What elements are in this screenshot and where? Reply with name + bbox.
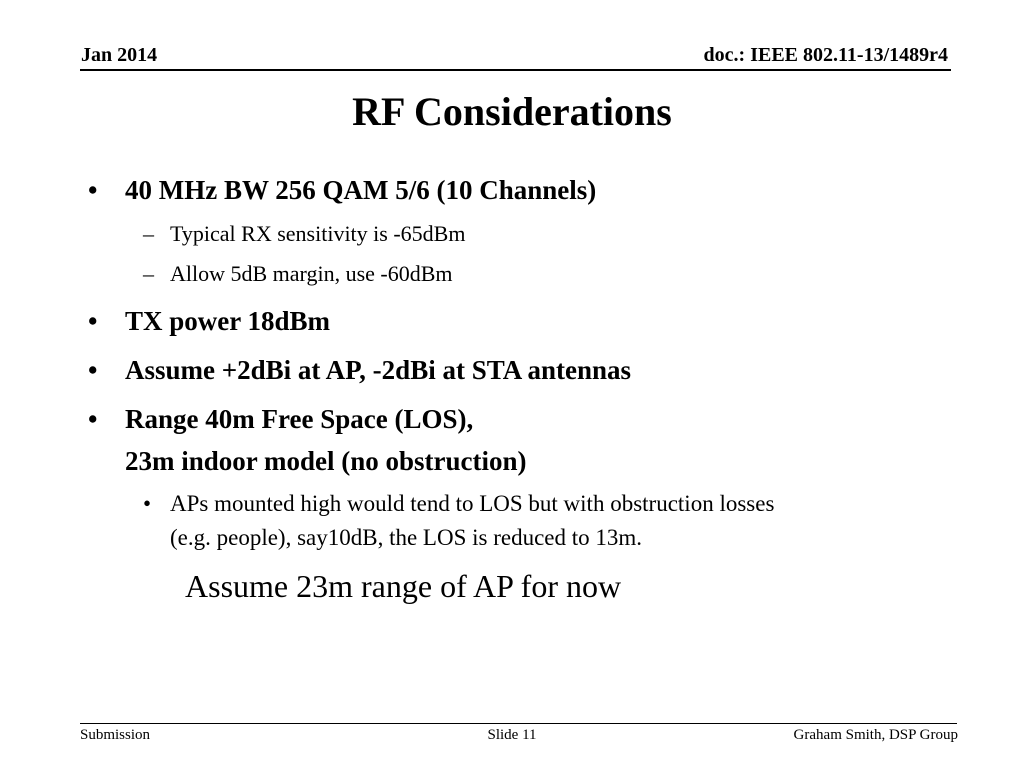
bullet-text-line2: 23m indoor model (no obstruction) xyxy=(125,446,527,476)
sub-bullet-text: Typical RX sensitivity is -65dBm xyxy=(170,221,466,246)
range-note: Assume 23m range of AP for now xyxy=(185,568,622,604)
sub-bullet-text: Allow 5dB margin, use -60dBm xyxy=(170,261,453,286)
bullet-marker: • xyxy=(88,175,98,205)
footer-submission: Submission xyxy=(80,727,151,743)
bullet-marker: • xyxy=(88,404,98,434)
sub-bullet-text-line1: APs mounted high would tend to LOS but with obstruction losses xyxy=(170,491,775,516)
footer-divider xyxy=(80,723,957,724)
footer-slide-number: Slide 11 xyxy=(487,727,537,743)
bullet-marker: • xyxy=(88,355,98,385)
bullet-marker: • xyxy=(88,306,98,336)
bullet-text: TX power 18dBm xyxy=(125,306,331,336)
header-date: Jan 2014 xyxy=(81,44,158,66)
header-divider xyxy=(80,69,951,71)
header-doc-id: doc.: IEEE 802.11-13/1489r4 xyxy=(703,44,948,66)
bullet-text: 40 MHz BW 256 QAM 5/6 (10 Channels) xyxy=(125,175,597,205)
sub-bullet-text-line2: (e.g. people), say10dB, the LOS is reduced to 13m. xyxy=(170,525,643,550)
slide-title: RF Considerations xyxy=(352,89,672,134)
bullet-text: Assume +2dBi at AP, -2dBi at STA antennas xyxy=(125,355,631,385)
sub-bullet-marker: – xyxy=(143,221,154,246)
footer-author: Graham Smith, DSP Group xyxy=(793,727,958,743)
bullet-text-line1: Range 40m Free Space (LOS), xyxy=(125,404,474,434)
sub-bullet-marker: – xyxy=(143,261,154,286)
sub-bullet-marker: • xyxy=(143,491,152,516)
